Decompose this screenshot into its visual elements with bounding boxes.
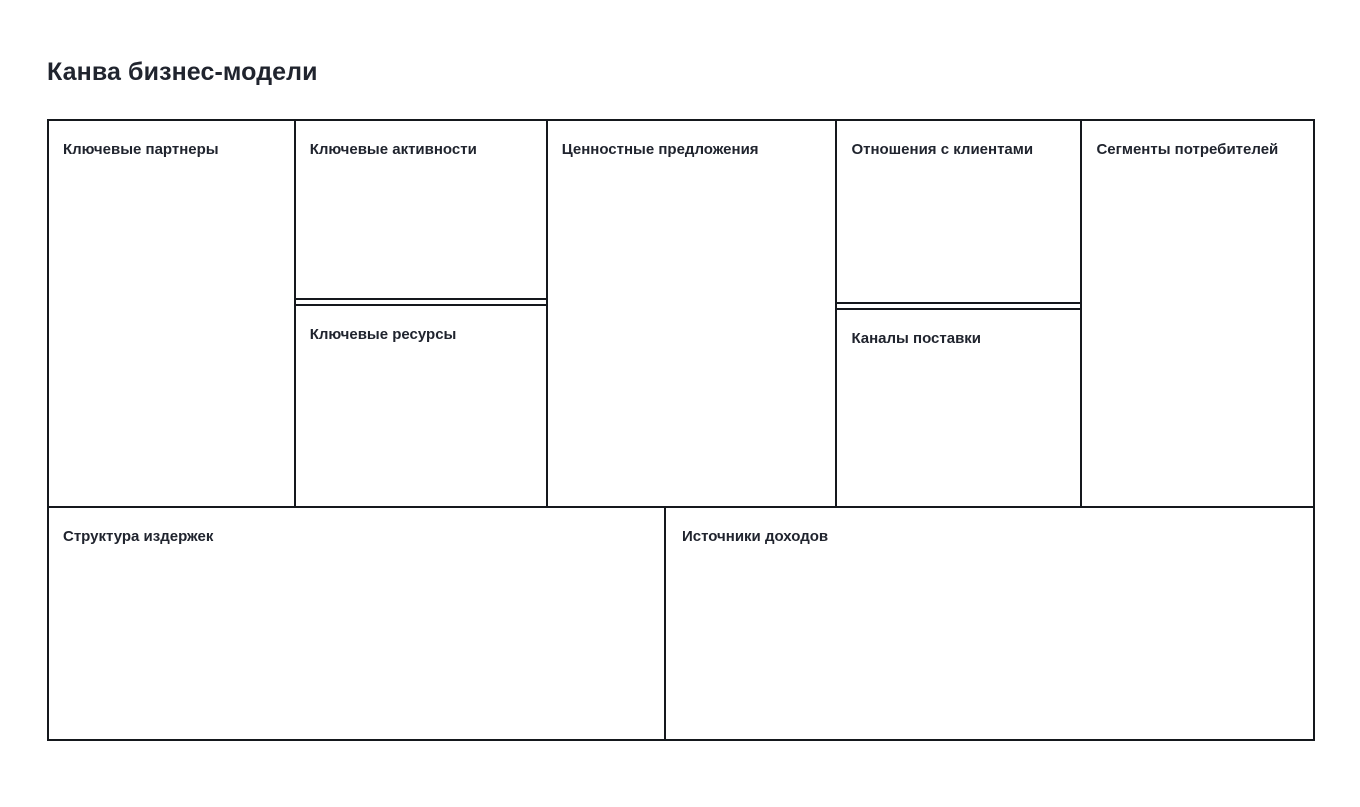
block-value-propositions-label: Ценностные предложения <box>561 141 759 158</box>
block-key-partners-label: Ключевые партнеры <box>63 141 219 158</box>
canvas-grid <box>47 119 1315 741</box>
block-customer-relationships-label: Отношения с клиентами <box>851 141 1034 158</box>
canvas-bottom-section <box>49 508 1313 739</box>
block-channels[interactable] <box>837 308 1080 506</box>
block-key-activities-label: Ключевые активности <box>309 141 477 158</box>
page-title: Канва бизнес-модели <box>47 58 318 86</box>
block-cost-structure[interactable] <box>49 508 666 739</box>
block-key-resources[interactable] <box>296 304 546 506</box>
block-channels-label: Каналы поставки <box>851 330 982 347</box>
block-key-partners[interactable] <box>49 121 296 506</box>
block-key-resources-label: Ключевые ресурсы <box>309 326 457 343</box>
block-key-activities[interactable] <box>296 121 546 300</box>
block-cost-structure-label: Структура издержек <box>63 528 214 545</box>
block-revenue-streams[interactable] <box>666 508 1313 739</box>
column-activities-resources <box>296 121 548 506</box>
column-relations-channels <box>837 121 1082 506</box>
block-revenue-streams-label: Источники доходов <box>682 528 829 545</box>
block-customer-relationships[interactable] <box>837 121 1080 304</box>
canvas-top-section <box>49 121 1313 508</box>
block-customer-segments[interactable] <box>1082 121 1313 506</box>
block-customer-segments-label: Сегменты потребителей <box>1096 141 1279 158</box>
block-value-propositions[interactable] <box>548 121 838 506</box>
